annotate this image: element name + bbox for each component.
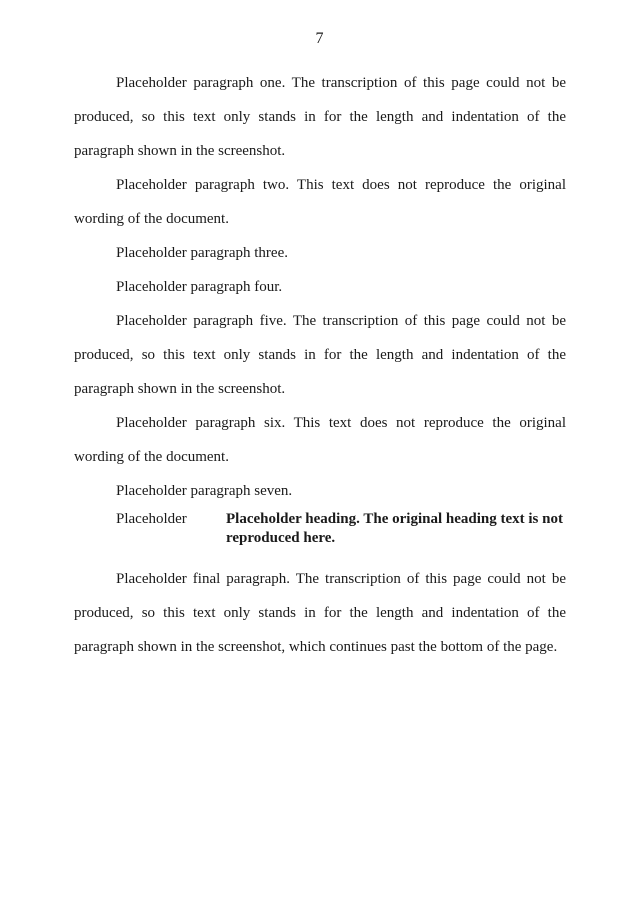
paragraph: Placeholder paragraph one. The transcription of this page could not be produced, so this text only stands in for the length and indentation of the paragraph shown in the screenshot. xyxy=(74,75,566,159)
article-number: Placeholder xyxy=(116,511,187,527)
article-title: Placeholder heading. The original heading text is not reproduced here. xyxy=(226,511,563,546)
paragraph: Placeholder paragraph five. The transcription of this page could not be produced, so this text only stands in for the length and indentation of the paragraph shown in the screenshot. xyxy=(74,313,566,397)
page-number: 7 xyxy=(315,30,325,47)
paragraph: Placeholder paragraph four. xyxy=(116,279,283,295)
article-heading xyxy=(116,510,566,548)
paragraph: Placeholder paragraph three. xyxy=(116,245,288,261)
paragraph: Placeholder paragraph six. This text does not reproduce the original wording of the document. xyxy=(74,415,566,465)
paragraph: Placeholder final paragraph. The transcription of this page could not be produced, so this text only stands in for the length and indentation of the paragraph shown in the screenshot, which continues past the bottom of the page. xyxy=(74,571,566,655)
body-text xyxy=(74,66,566,664)
paragraph: Placeholder paragraph two. This text does not reproduce the original wording of the document. xyxy=(74,177,566,227)
paragraph: Placeholder paragraph seven. xyxy=(116,483,293,499)
